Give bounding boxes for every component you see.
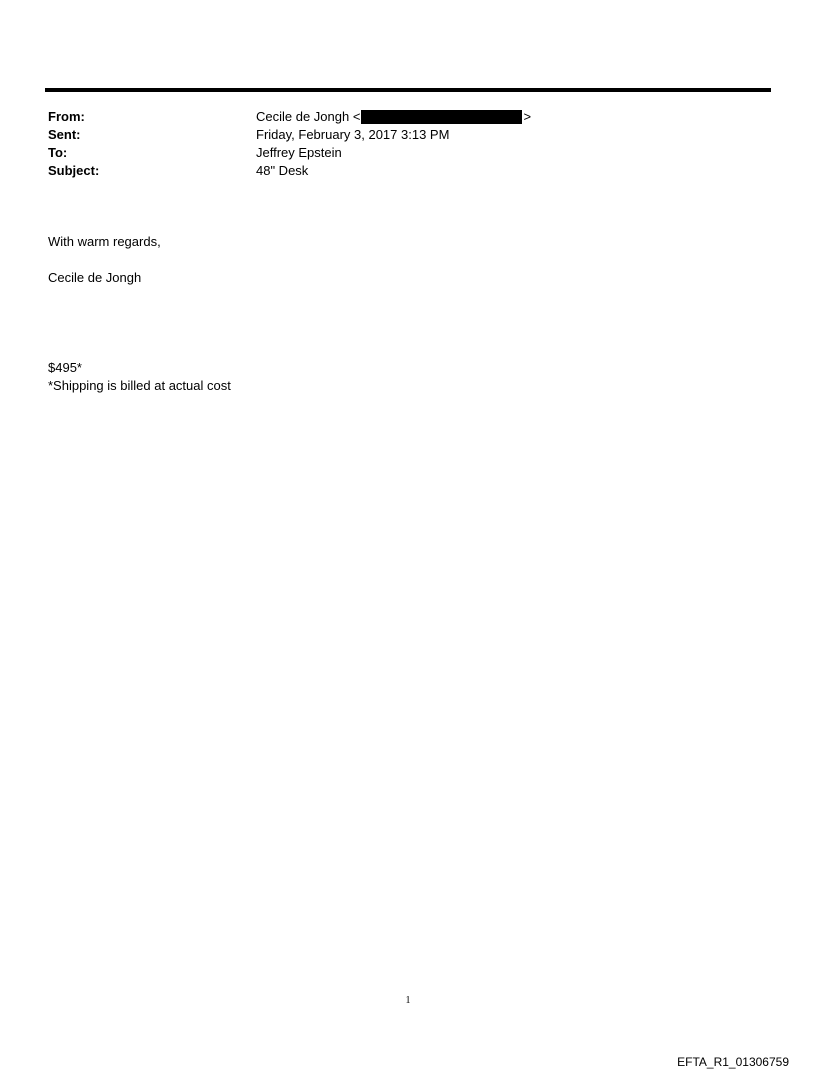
subject-label: Subject: xyxy=(48,163,100,178)
page-number: 1 xyxy=(405,995,411,1006)
from-close-bracket: > xyxy=(523,109,532,124)
document-id: EFTA_R1_01306759 xyxy=(677,1055,789,1069)
sent-value: Friday, February 3, 2017 3:13 PM xyxy=(256,127,450,142)
to-label: To: xyxy=(48,145,68,160)
from-row xyxy=(48,108,748,126)
email-header xyxy=(48,108,748,180)
sent-label: Sent: xyxy=(48,127,81,142)
signature-line: Cecile de Jongh xyxy=(48,270,142,285)
to-value: Jeffrey Epstein xyxy=(256,145,342,160)
subject-value: 48" Desk xyxy=(256,163,309,178)
shipping-note: *Shipping is billed at actual cost xyxy=(48,378,231,393)
header-divider xyxy=(45,88,771,92)
price-line: $495* xyxy=(48,360,82,375)
from-label: From: xyxy=(48,109,85,124)
redacted-email-block xyxy=(361,110,522,124)
to-row xyxy=(48,144,748,162)
sent-row xyxy=(48,126,748,144)
subject-row xyxy=(48,162,748,180)
from-name: Cecile de Jongh < xyxy=(256,109,361,124)
closing-line: With warm regards, xyxy=(48,234,161,249)
from-value xyxy=(256,108,531,126)
